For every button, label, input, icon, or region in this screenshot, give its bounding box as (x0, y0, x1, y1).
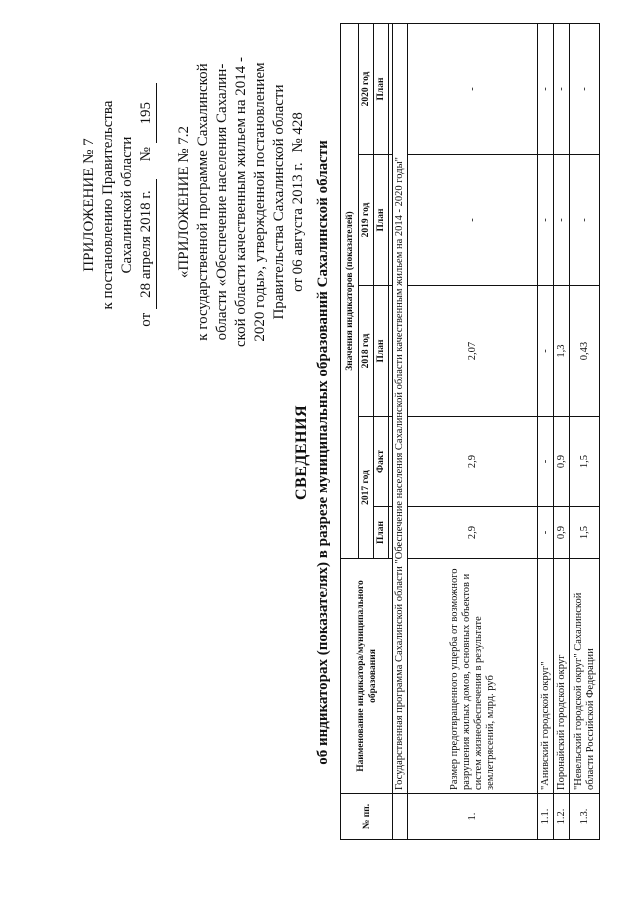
appendix-line1: к постановлению Правительства (100, 100, 116, 310)
table-row (570, 24, 600, 840)
row-num: 1.2. (554, 794, 570, 840)
appendix-from-label: от (138, 312, 154, 327)
document-subtitle: об индикаторах (показателях) в разрезе муниципальных образований Сахалинской области (315, 140, 331, 765)
row-value: 1,5 (570, 507, 600, 559)
header-num: № пп. (341, 794, 393, 840)
indicators-table (340, 23, 600, 840)
prior-appendix-line: к государственной программе Сахалинской (195, 63, 211, 341)
row-value: 0,43 (570, 286, 600, 417)
row-value: - (570, 155, 600, 286)
row-num: 1.3. (570, 794, 600, 840)
row-value: 1,5 (570, 417, 600, 507)
row-value: - (408, 24, 538, 155)
table-row (554, 24, 570, 840)
prior-num-label: № (290, 138, 306, 153)
prior-appendix-title: «ПРИЛОЖЕНИЕ № 7.2 (176, 125, 192, 279)
appendix-number: 195 (137, 83, 157, 143)
header-plan: План (374, 24, 389, 155)
header-plan: План (374, 286, 389, 417)
row-name: "Невельский городской округ" Сахалинской области Российской Федерации (570, 559, 600, 794)
row-value: 2,9 (408, 417, 538, 507)
row-value: - (408, 155, 538, 286)
row-value: 2,9 (408, 507, 538, 559)
header-year-2018: 2018 год (359, 286, 374, 417)
prior-appendix-block (175, 37, 308, 367)
header-year-2017: 2017 год (359, 417, 374, 559)
appendix-line2: Сахалинской области (119, 136, 135, 274)
row-value: 0,9 (554, 507, 570, 559)
prior-appendix-line: 2020 годы», утвержденной постановлением (252, 62, 268, 342)
row-value: - (570, 24, 600, 155)
row-value: - (538, 155, 554, 286)
row-num: 1.1. (538, 794, 554, 840)
prior-appendix-line: Правительства Сахалинской области (271, 84, 287, 320)
row-name: Размер предотвращенного ущерба от возможного разрушения жилых домов, основных объектов и систем жизнеобеспечения в результате землетрясений, млрд. руб (408, 559, 538, 794)
row-value: - (538, 417, 554, 507)
document-title: СВЕДЕНИЯ (293, 404, 310, 501)
row-value: - (538, 286, 554, 417)
header-plan: План (374, 155, 389, 286)
prior-from-label: от (290, 278, 306, 292)
appendix-block (80, 40, 157, 370)
row-name: "Анивский городской округ" (538, 559, 554, 794)
table-header-row (341, 24, 359, 840)
row-value: - (554, 155, 570, 286)
appendix-date-line (137, 40, 157, 370)
row-value: 1,3 (554, 286, 570, 417)
header-values-group: Значения индикаторов (показателей) (341, 24, 359, 559)
prior-date: 06 августа 2013 г. (290, 162, 306, 275)
row-value: 0,9 (554, 417, 570, 507)
row-value: - (538, 507, 554, 559)
row-name: Поронайский городской округ (554, 559, 570, 794)
prior-number: 428 (290, 112, 306, 135)
table-row (408, 24, 538, 840)
header-year-2020: 2020 год (359, 24, 374, 155)
header-plan: План (374, 507, 389, 559)
program-row (393, 24, 408, 840)
prior-appendix-line: области «Обеспечение населения Сахалин- (214, 63, 230, 341)
appendix-date: 28 апреля 2018 г. (137, 179, 157, 309)
row-value: 2,07 (408, 286, 538, 417)
table-row (538, 24, 554, 840)
header-fact: Факт (374, 417, 389, 507)
header-name: Наименование индикатора/муниципального образования (341, 559, 393, 794)
row-value: - (554, 24, 570, 155)
appendix-title: ПРИЛОЖЕНИЕ № 7 (81, 138, 97, 272)
header-year-2019: 2019 год (359, 155, 374, 286)
row-num: 1. (408, 794, 538, 840)
row-value: - (538, 24, 554, 155)
prior-appendix-line: ской области качественным жильем на 2014 - (233, 56, 249, 348)
program-row-text: Государственная программа Сахалинской области "Обеспечение населения Сахалинской области качественным жильем на 2014 - 2020 годы" (393, 24, 408, 794)
appendix-num-label: № (138, 147, 154, 162)
